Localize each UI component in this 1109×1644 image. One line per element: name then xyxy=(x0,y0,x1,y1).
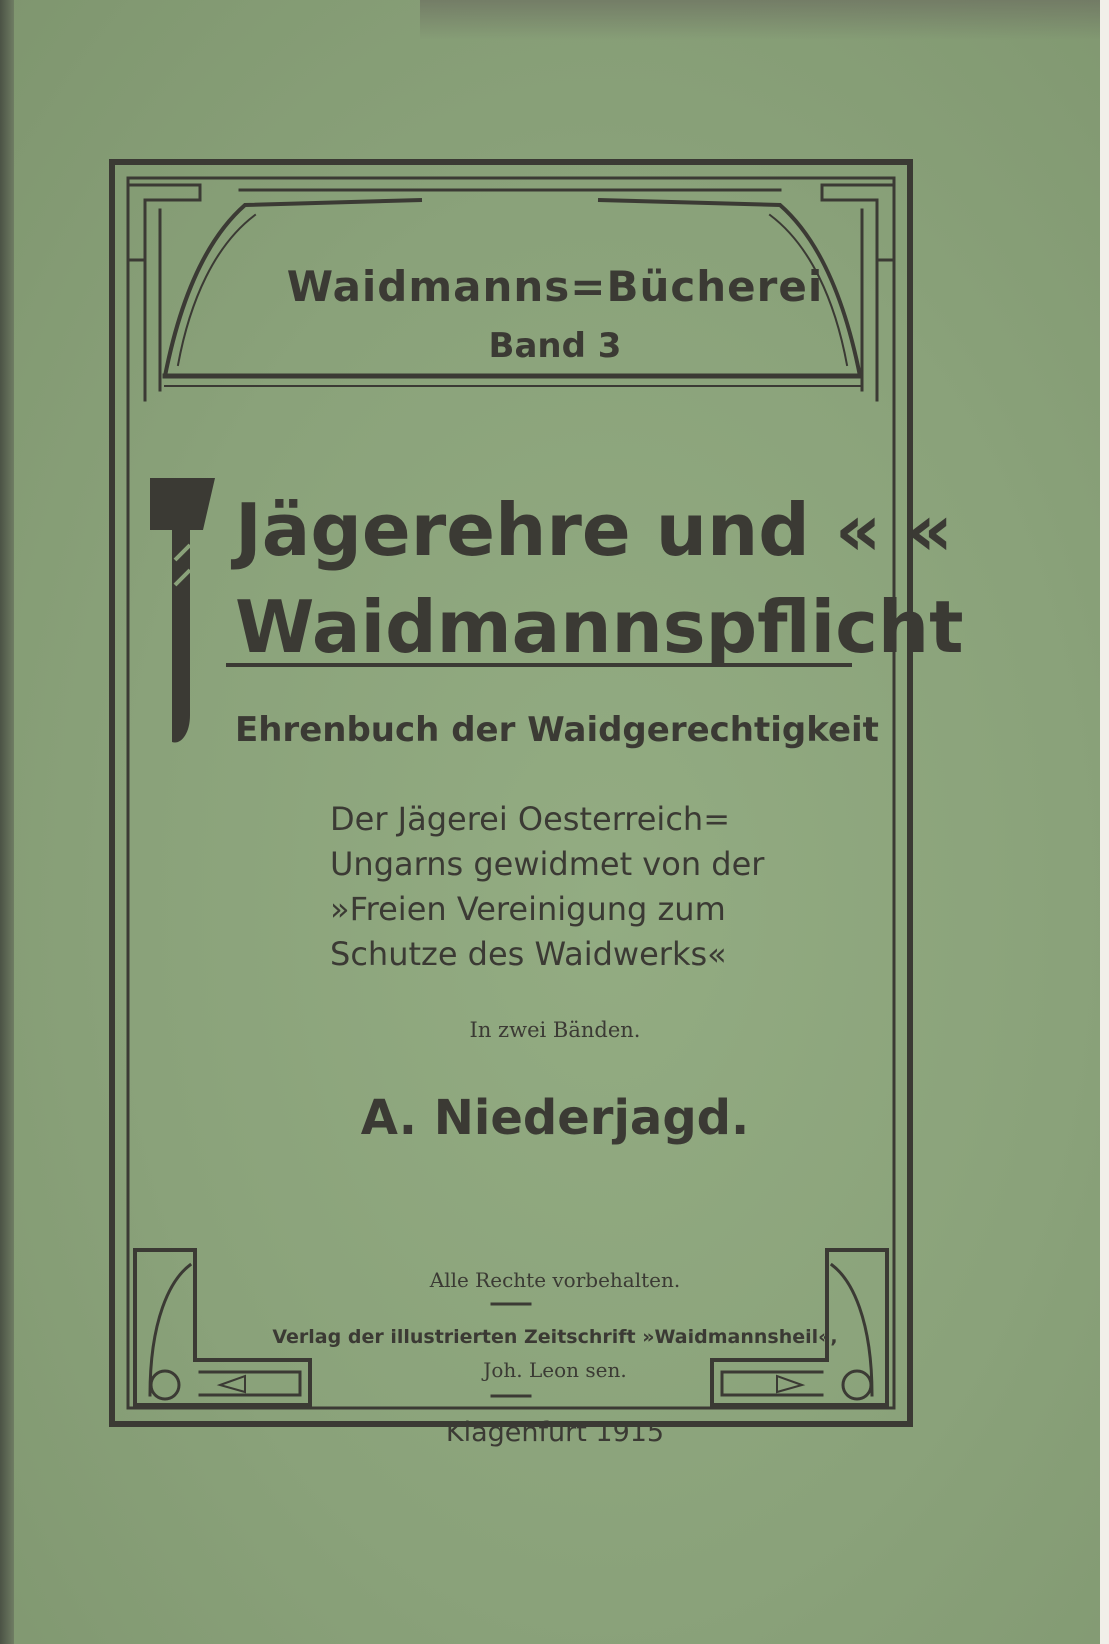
rights-note: Alle Rechte vorbehalten. xyxy=(429,1268,681,1292)
dedication-line: Schutze des Waidwerks« xyxy=(330,935,727,973)
dedication-line: Der Jägerei Oesterreich= xyxy=(330,800,730,838)
page-edge xyxy=(1100,0,1109,1644)
initial-letter-ornament xyxy=(150,478,215,743)
volume-number: Band 3 xyxy=(488,326,622,366)
series-title: Waidmanns=Bücherei xyxy=(286,262,824,311)
dedication-line: »Freien Vereinigung zum xyxy=(330,890,726,928)
dedication-line: Ungarns gewidmet von der xyxy=(330,845,765,883)
book-subtitle: Ehrenbuch der Waidgerechtigkeit xyxy=(235,710,879,750)
publisher-line: Verlag der illustrierten Zeitschrift »Waidmannsheil«, xyxy=(272,1326,838,1348)
corner-ornament-top-right xyxy=(822,185,894,260)
book-title-line-1: Jägerehre und « « xyxy=(235,488,953,572)
volumes-note: In zwei Bänden. xyxy=(469,1018,641,1042)
place-and-date: Klagenfurt 1915 xyxy=(445,1417,665,1448)
part-title: A. Niederjagd. xyxy=(360,1090,750,1146)
book-title-line-2: Waidmannspflicht xyxy=(235,585,964,669)
corner-ornament-top-left xyxy=(128,185,200,260)
publisher-name: Joh. Leon sen. xyxy=(483,1358,627,1382)
